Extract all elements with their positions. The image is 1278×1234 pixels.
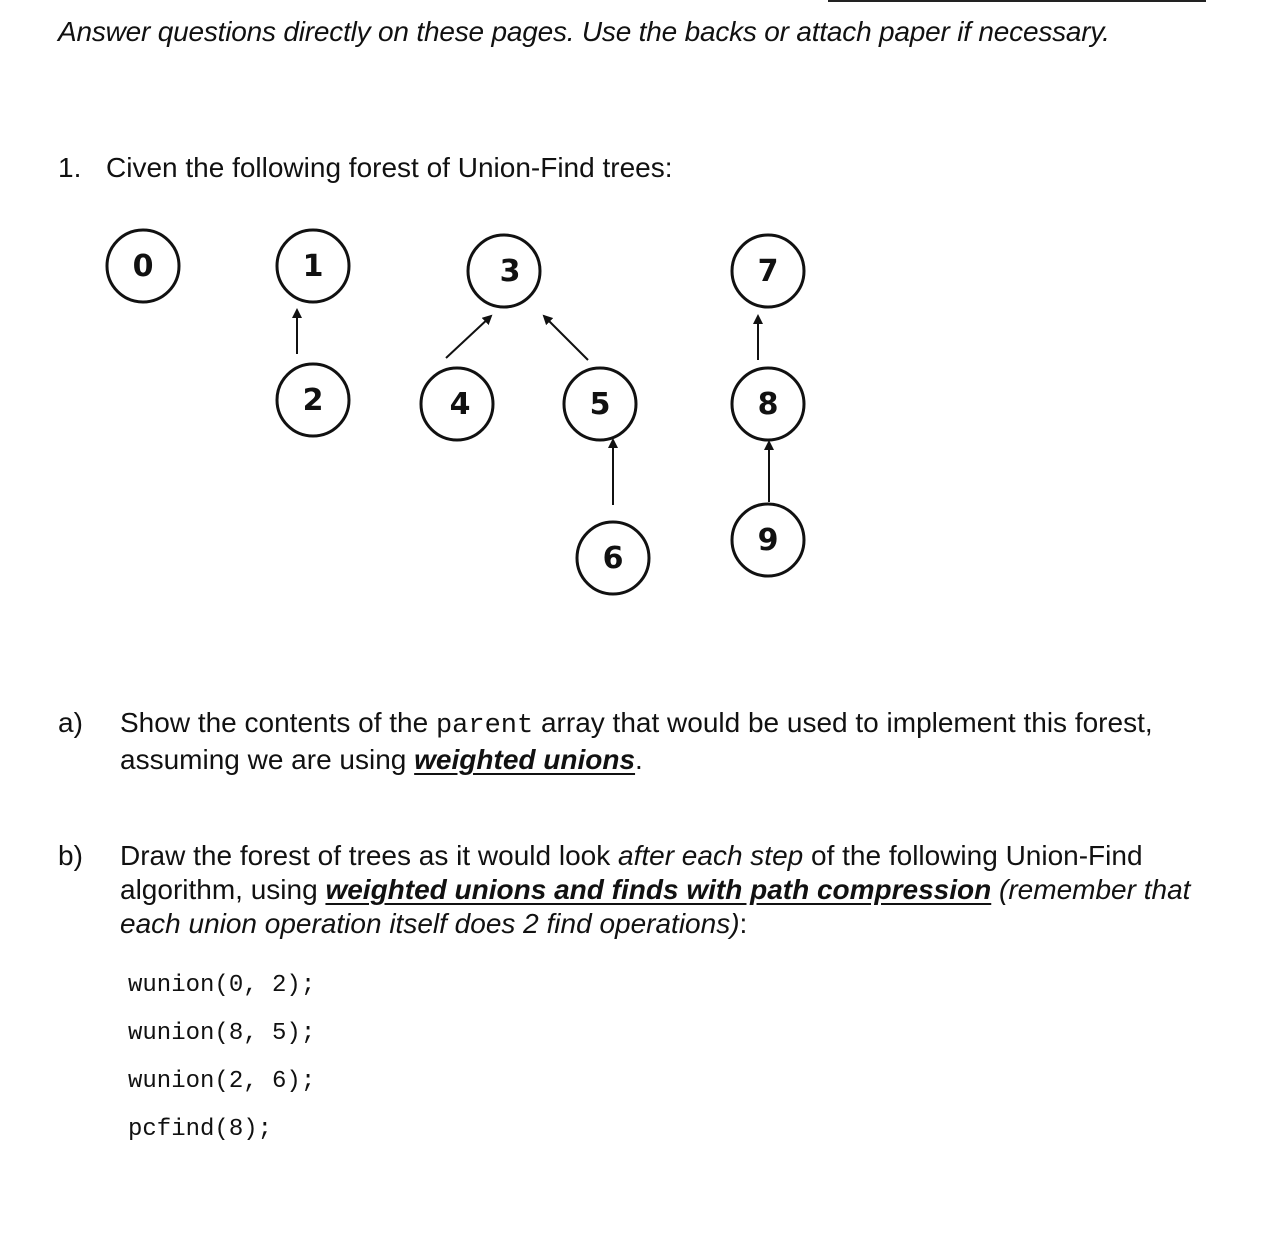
node-label-1: 1: [302, 249, 324, 284]
question-part-b: [58, 839, 1228, 941]
path-compression-emphasis: weighted unions and finds with path compression: [325, 874, 992, 905]
node-label-9: 9: [757, 523, 779, 558]
node-label-6: 6: [602, 541, 624, 576]
code-line: wunion(0, 2);: [128, 972, 316, 999]
code-line: wunion(2, 6);: [128, 1068, 316, 1095]
question-part-a: [58, 706, 1228, 777]
part-a-text: Show the contents of the parent array that would be used to implement this forest, assuming we are using weighted unions.: [120, 707, 1153, 775]
question-1: [58, 152, 673, 184]
node-label-0: 0: [132, 249, 154, 284]
part-b-text: Draw the forest of trees as it would look after each step of the following Union-Find algorithm, using weighted unions and finds with path compression (remember that each union operation itself does 2 find operations):: [120, 840, 1191, 939]
weighted-unions-emphasis: weighted unions: [414, 744, 636, 775]
part-b-label: b): [58, 840, 83, 871]
node-label-5: 5: [589, 387, 611, 422]
node-label-2: 2: [302, 383, 324, 418]
node-label-7: 7: [757, 254, 779, 289]
code-line: pcfind(8);: [128, 1116, 273, 1143]
code-line: wunion(8, 5);: [128, 1020, 316, 1047]
node-label-3: 3: [499, 254, 521, 289]
question-prompt: Civen the following forest of Union-Find trees:: [106, 152, 673, 183]
edge-4-to-3: [446, 316, 491, 358]
union-find-forest-diagram: [0, 200, 1278, 620]
parent-array-code: parent: [435, 711, 534, 741]
edge-5-to-3: [544, 316, 588, 360]
node-label-4: 4: [449, 387, 471, 422]
after-each-step-emphasis: after each step: [618, 840, 804, 871]
algorithm-code: [128, 970, 315, 1162]
page-instructions: Answer questions directly on these pages. Use the backs or attach paper if necessary.: [58, 16, 1110, 47]
union-note: (remember that each union operation itself does 2 find operations): [120, 874, 1191, 939]
top-rule: [828, 0, 1206, 2]
question-number: 1.: [58, 152, 82, 183]
part-a-label: a): [58, 707, 83, 738]
node-label-8: 8: [757, 387, 779, 422]
